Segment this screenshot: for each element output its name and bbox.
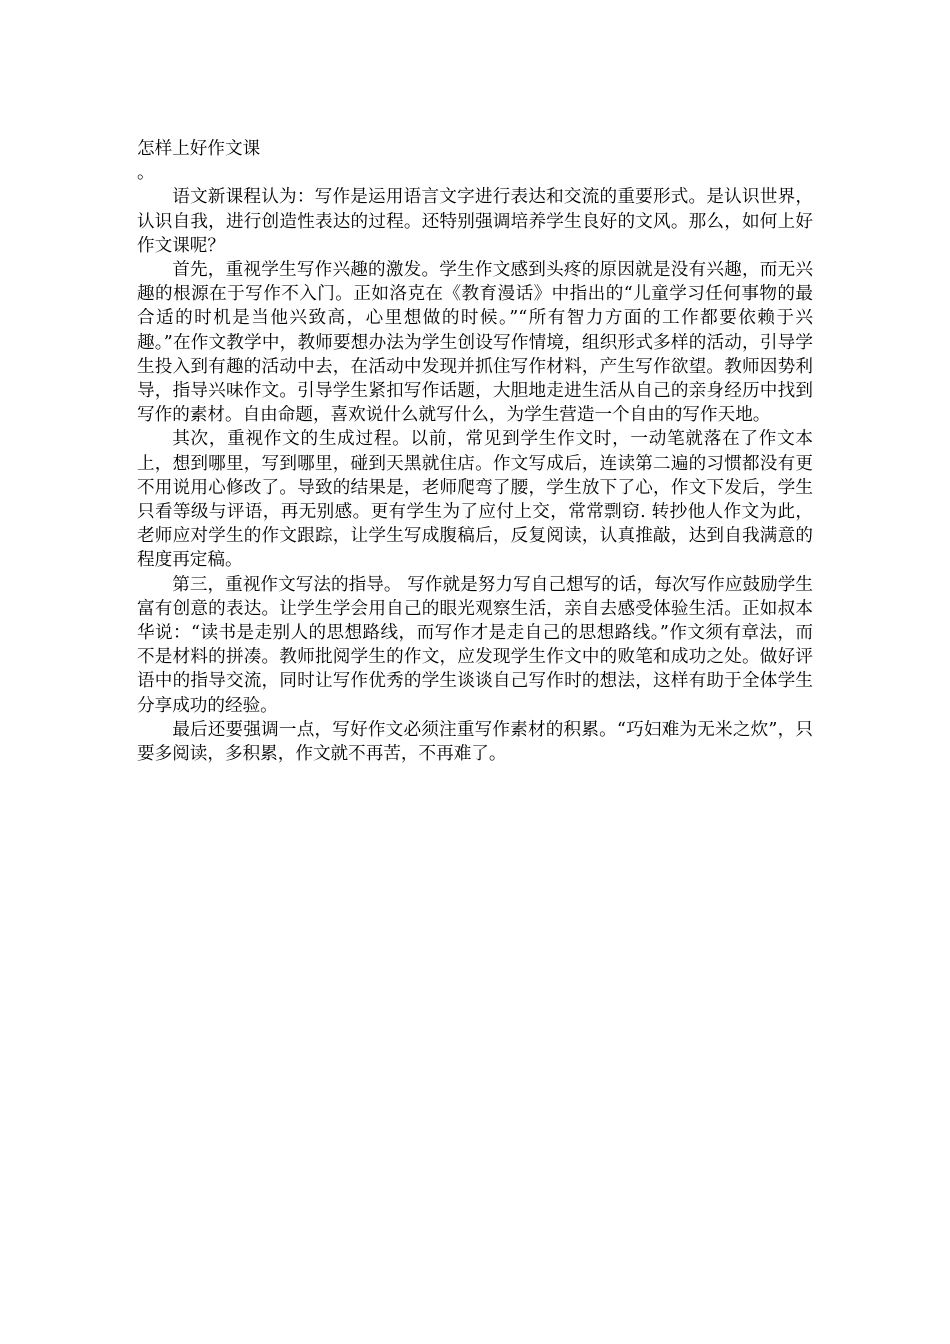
paragraph-conclusion: 最后还要强调一点，写好作文必须注重写作素材的积累。“巧妇难为无米之炊”，只要多阅读，多积累，作文就不再苦，不再难了。 (137, 719, 813, 765)
paragraph-intro: 语文新课程认为：写作是运用语言文字进行表达和交流的重要形式。是认识世界，认识自我，进行创造性表达的过程。还特别强调培养学生良好的文风。那么，如何上好作文课呢？ (137, 187, 813, 256)
paragraph-process: 其次，重视作文的生成过程。以前，常见到学生作文时，一动笔就落在了作文本上，想到哪里，写到哪里，碰到天黑就住店。作文写成后，连读第二遍的习惯都没有更不用说用心修改了。导致的结果是，老师爬弯了腰，学生放下了心，作文下发后，学生只看等级与评语，再无别感。更有学生为了应付上交，常常剽窃. 转抄他人作文为此，老师应对学生的作文跟踪，让学生写成腹稿后，反复阅读，认真推敲，达到自我满意的程度再定稿。 (137, 429, 813, 571)
document-body (137, 137, 813, 766)
document-title: 怎样上好作文课 (137, 139, 261, 159)
paragraph-interest: 首先，重视学生写作兴趣的激发。学生作文感到头疼的原因就是没有兴趣，而无兴趣的根源在于写作不入门。正如洛克在《教育漫话》中指出的“儿童学习任何事物的最合适的时机是当他兴致高，心里想做的时候。”“所有智力方面的工作都要依赖于兴趣。”在作文教学中，教师要想办法为学生创设写作情境，组织形式多样的活动，引导学生投入到有趣的活动中去，在活动中发现并抓住写作材料，产生写作欲望。教师因势利导，指导兴味作文。引导学生紧扣写作话题，大胆地走进生活从自己的亲身经历中找到写作的素材。自由命题，喜欢说什么就写什么，为学生营造一个自由的写作天地。 (137, 260, 813, 426)
paragraph-method: 第三，重视作文写法的指导。 写作就是努力写自己想写的话，每次写作应鼓励学生富有创意的表达。让学生学会用自己的眼光观察生活，亲自去感受体验生活。正如叔本华说：“读书是走别人的思想路线，而写作才是走自己的思想路线。”作文须有章法，而不是材料的拼凑。教师批阅学生的作文，应发现学生作文中的败笔和成功之处。做好评语中的指导交流，同时让写作优秀的学生谈谈自己写作时的想法，这样有助于全体学生分享成功的经验。 (137, 574, 813, 716)
stray-period: 。 (137, 163, 155, 184)
